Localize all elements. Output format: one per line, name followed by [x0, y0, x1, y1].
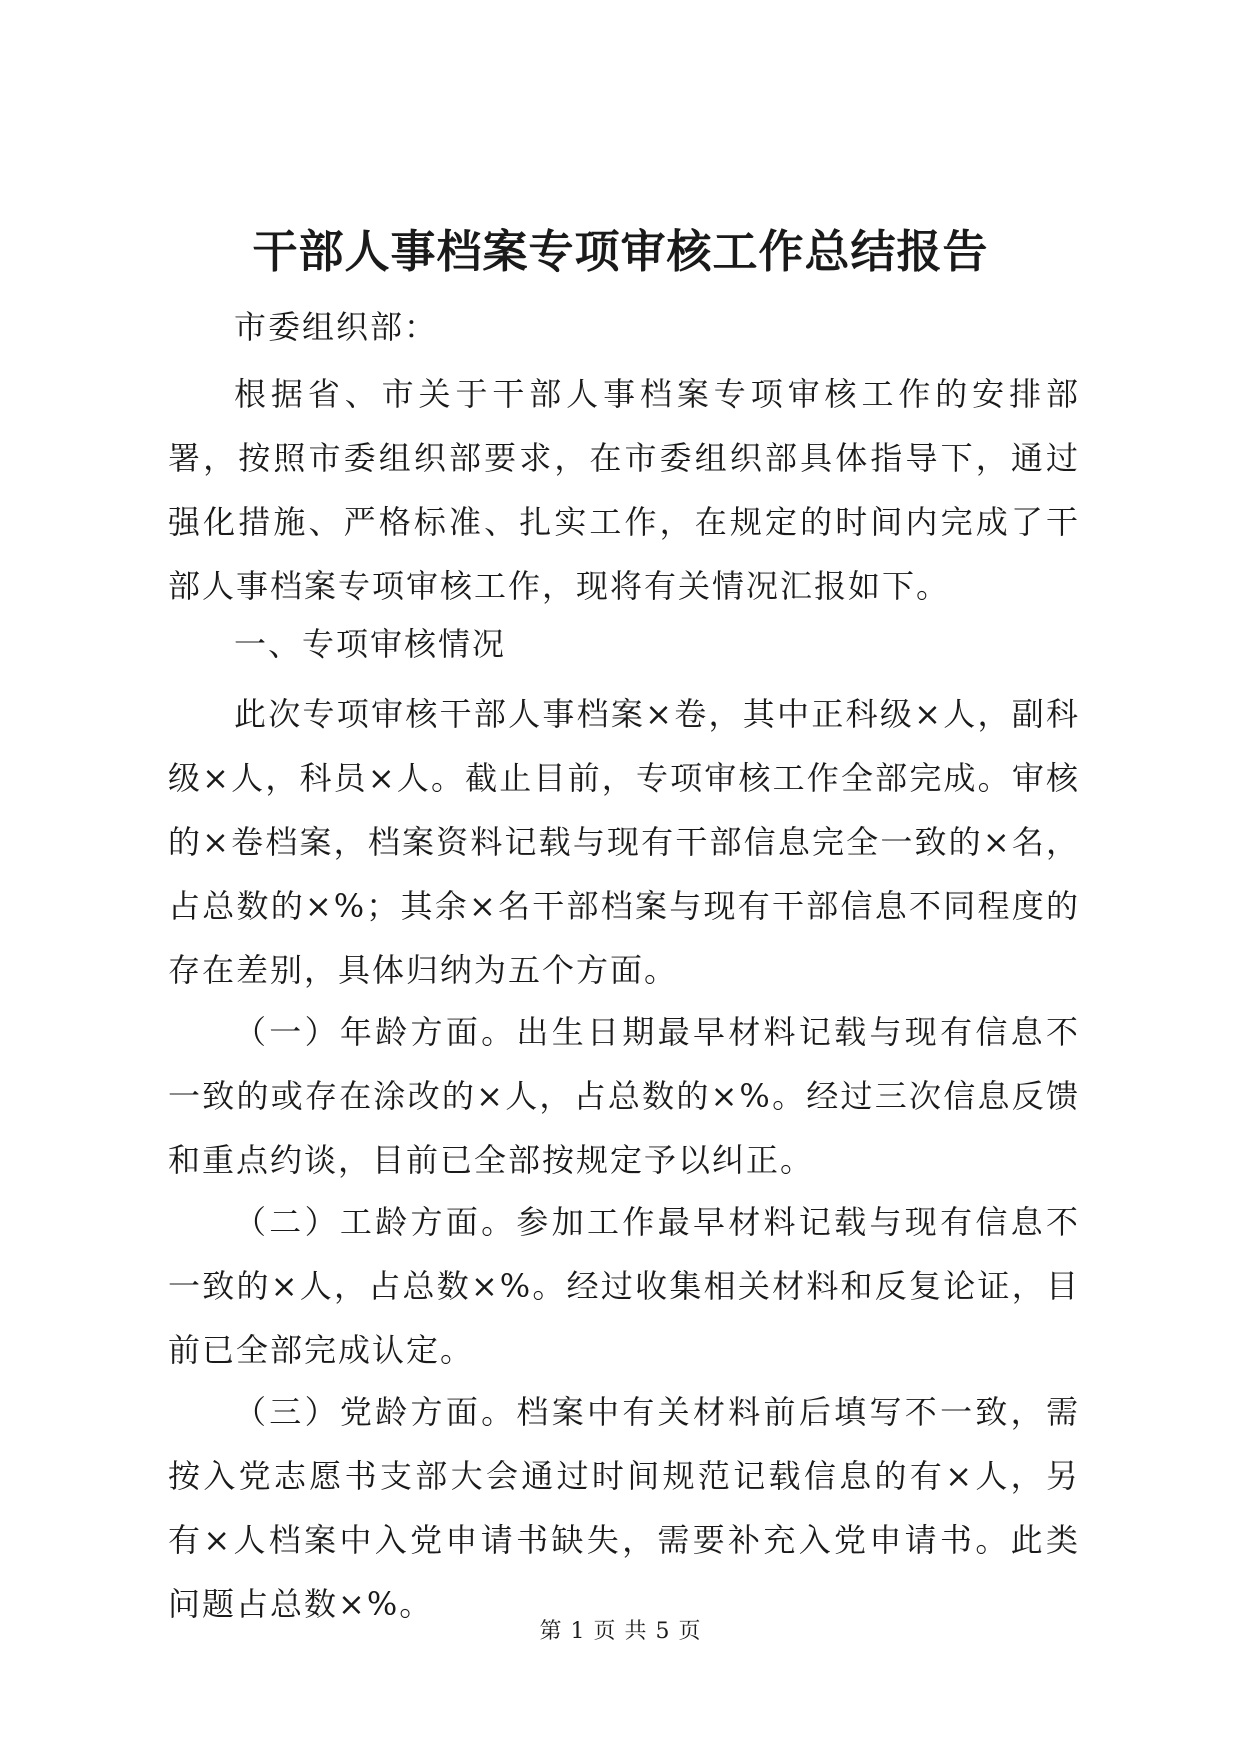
page-footer: 第 1 页 共 5 页	[539, 1619, 702, 1644]
section-heading: 一、专项审核情况	[234, 625, 507, 663]
age-paragraph: （一）年龄方面。出生日期最早材料记载与现有信息不一致的或存在涂改的×人，占总数的×%。经过三次信息反馈和重点约谈，目前已全部按规定予以纠正。	[168, 1013, 1080, 1179]
salutation: 市委组织部：	[234, 308, 439, 346]
work-seniority-paragraph: （二）工龄方面。参加工作最早材料记载与现有信息不一致的×人，占总数×%。经过收集相关材料和反复论证，目前已全部完成认定。	[168, 1203, 1080, 1369]
document-title: 干部人事档案专项审核工作总结报告	[252, 225, 989, 278]
party-seniority-paragraph: （三）党龄方面。档案中有关材料前后填写不一致，需按入党志愿书支部大会通过时间规范记载信息的有×人，另有×人档案中入党申请书缺失，需要补充入党申请书。此类问题占总数×%。	[168, 1393, 1080, 1623]
summary-paragraph: 此次专项审核干部人事档案×卷，其中正科级×人，副科级×人，科员×人。截止目前，专项审核工作全部完成。审核的×卷档案，档案资料记载与现有干部信息完全一致的×名，占总数的×%；其余×名干部档案与现有干部信息不同程度的存在差别，具体归纳为五个方面。	[168, 695, 1080, 989]
intro-paragraph: 根据省、市关于干部人事档案专项审核工作的安排部署，按照市委组织部要求，在市委组织部具体指导下，通过强化措施、严格标准、扎实工作，在规定的时间内完成了干部人事档案专项审核工作，现将有关情况汇报如下。	[168, 375, 1080, 605]
